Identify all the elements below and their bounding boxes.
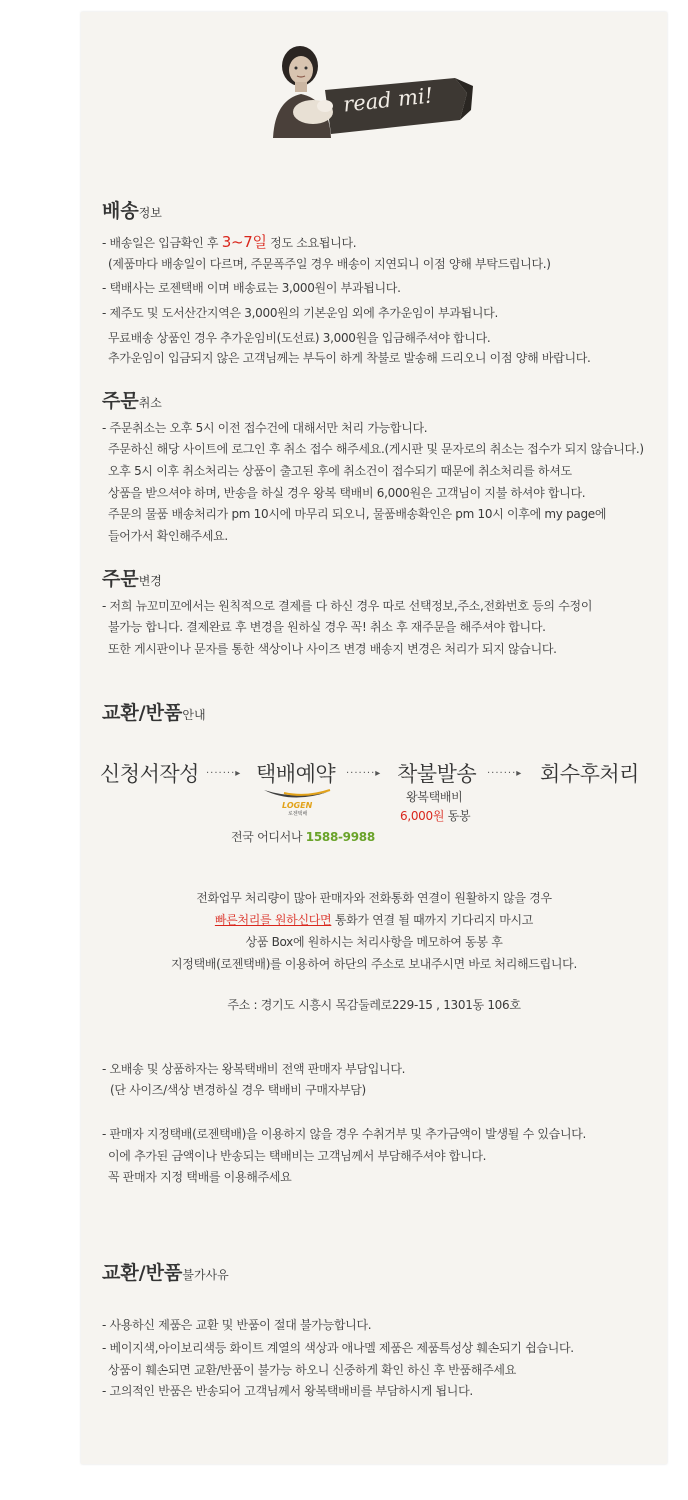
section-title-noreturn: [102, 1258, 229, 1285]
logen-logo: [262, 788, 332, 818]
phone-info: 전국 어디서나 1588-9988: [231, 830, 375, 844]
banner: [255, 38, 475, 148]
banner-text: read mi!: [341, 83, 435, 117]
section-title-exchange: [102, 698, 206, 725]
section-title-sub: 안내: [182, 708, 206, 722]
exchange-note-2: (단 사이즈/색상 변경하실 경우 택배비 구매자부담): [110, 1083, 366, 1097]
section-title-main: 주문: [102, 390, 139, 412]
section-title-sub: 정보: [138, 206, 162, 220]
shipping-line-2: (제품마다 배송일이 다르며, 주문폭주일 경우 배송이 지연되니 이점 양해 부탁드립니다.): [108, 257, 551, 271]
section-title-main: 배송: [102, 200, 139, 222]
process-arrow-2: ·······▸: [346, 768, 382, 779]
cancel-line-2: 주문하신 해당 사이트에 로그인 후 취소 접수 해주세요.(게시판 및 문자로의 취소는 접수가 되지 않습니다.): [108, 442, 644, 456]
noreturn-line-4: - 고의적인 반품은 반송되어 고객님께서 왕복택배비를 부담하시게 됩니다.: [102, 1384, 473, 1398]
shipping-line-4: - 제주도 및 도서산간지역은 3,000원의 기본운임 외에 추가운임이 부과됩니다.: [102, 306, 498, 320]
notice-paper: [81, 12, 667, 1464]
callout-line-4: 지정택배(로젠택배)를 이용하여 하단의 주소로 보내주시면 바로 처리해드립니다.: [170, 957, 577, 971]
cancel-line-6: 들어가서 확인해주세요.: [108, 529, 228, 543]
noreturn-line-3: 상품이 훼손되면 교환/반품이 불가능 하오니 신중하게 확인 하신 후 반품해주세요: [108, 1363, 517, 1377]
process-arrow-1: ·······▸: [206, 768, 242, 779]
section-title-main: 교환/반품: [102, 702, 183, 724]
logen-swoosh-icon: [262, 788, 332, 802]
section-title-cancel: [102, 386, 162, 413]
change-line-3: 또한 게시판이나 문자를 통한 색상이나 사이즈 변경 배송지 변경은 처리가 되지 않습니다.: [108, 642, 557, 656]
cancel-line-1: - 주문취소는 오후 5시 이전 접수건에 대해서만 처리 가능합니다.: [102, 421, 428, 435]
logen-sub: 로젠택배: [288, 811, 308, 817]
section-title-shipping: [102, 196, 162, 223]
section-title-sub: 변경: [138, 574, 162, 588]
return-fee-label: 왕복택배비: [406, 790, 463, 804]
exchange-note-4: 이에 추가된 금액이나 반송되는 택배비는 고객님께서 부담해주셔야 합니다.: [108, 1149, 487, 1163]
noreturn-line-2: - 베이지색,아이보리색등 화이트 계열의 색상과 애나멜 제품은 제품특성상 훼손되기 쉽습니다.: [102, 1341, 574, 1355]
process-step-4: 회수후처리: [540, 762, 639, 786]
change-line-1: - 저희 뉴꼬미꼬에서는 원칙적으로 결제를 다 하신 경우 따로 선택정보,주소,전화번호 등의 수정이: [102, 599, 593, 613]
section-title-change: [102, 564, 162, 591]
callout-line-3: 상품 Box에 원하시는 처리사항을 메모하여 동봉 후: [245, 935, 503, 949]
logen-brand: LOGEN: [282, 801, 313, 810]
section-title-sub: 취소: [138, 396, 162, 410]
shipping-days-highlight: 3~7일: [221, 233, 267, 251]
shipping-line-3: - 택배사는 로젠택배 이며 배송료는 3,000원이 부과됩니다.: [102, 281, 401, 295]
shipping-line-1: - 배송일은 입금확인 후 3~7일 정도 소요됩니다.: [102, 233, 357, 251]
process-step-2: 택배예약: [256, 762, 336, 786]
exchange-note-1: - 오배송 및 상품하자는 왕복택배비 전액 판매자 부담입니다.: [102, 1062, 406, 1076]
shipping-line-6: 추가운임이 입금되지 않은 고객님께는 부득이 하게 착불로 발송해 드리오니 이점 양해 바랍니다.: [108, 351, 591, 365]
exchange-note-5: 꼭 판매자 지정 택배를 이용해주세요: [108, 1170, 292, 1184]
section-title-sub: 불가사유: [182, 1268, 229, 1282]
process-step-3: 착불발송: [397, 762, 477, 786]
shipping-line-5: 무료배송 상품인 경우 추가운임비(도선료) 3,000원을 입금해주셔야 합니다.: [108, 331, 491, 345]
callout-line-2: 빠른처리를 원하신다면 통화가 연결 될 때까지 기다리지 마시고: [214, 913, 534, 927]
quick-process-highlight: 빠른처리를 원하신다면: [214, 913, 332, 927]
return-fee-amount: 6,000원: [400, 809, 445, 823]
return-address: 주소 : 경기도 시흥시 목감둘레로229-15 , 1301동 106호: [227, 998, 521, 1012]
return-fee-info: 6,000원 동봉: [400, 809, 471, 823]
process-step-1: 신청서작성: [100, 762, 199, 786]
phone-number: 1588-9988: [305, 830, 375, 844]
section-title-main: 교환/반품: [102, 1262, 183, 1284]
callout-line-1: 전화업무 처리량이 많아 판매자와 전화통화 연결이 원활하지 않을 경우: [196, 891, 552, 905]
noreturn-line-1: - 사용하신 제품은 교환 및 반품이 절대 불가능합니다.: [102, 1318, 372, 1332]
exchange-note-3: - 판매자 지정택배(로젠택배)을 이용하지 않을 경우 수취거부 및 추가금액이 발생될 수 있습니다.: [102, 1127, 587, 1141]
cancel-line-3: 오후 5시 이후 취소처리는 상품이 출고된 후에 취소건이 접수되기 때문에 취소처리를 하셔도: [108, 464, 572, 478]
change-line-2: 불가능 합니다. 결제완료 후 변경을 원하실 경우 꼭! 취소 후 재주문을 해주셔야 합니다.: [108, 620, 546, 634]
section-title-main: 주문: [102, 568, 139, 590]
cancel-line-4: 상품을 받으셔야 하며, 반송을 하실 경우 왕복 택배비 6,000원은 고객님이 지불 하셔야 합니다.: [108, 486, 586, 500]
process-arrow-3: ·······▸: [487, 768, 523, 779]
cancel-line-5: 주문의 물품 배송처리가 pm 10시에 마무리 되오니, 물품배송확인은 pm 10시 이후에 my page에: [108, 507, 607, 521]
